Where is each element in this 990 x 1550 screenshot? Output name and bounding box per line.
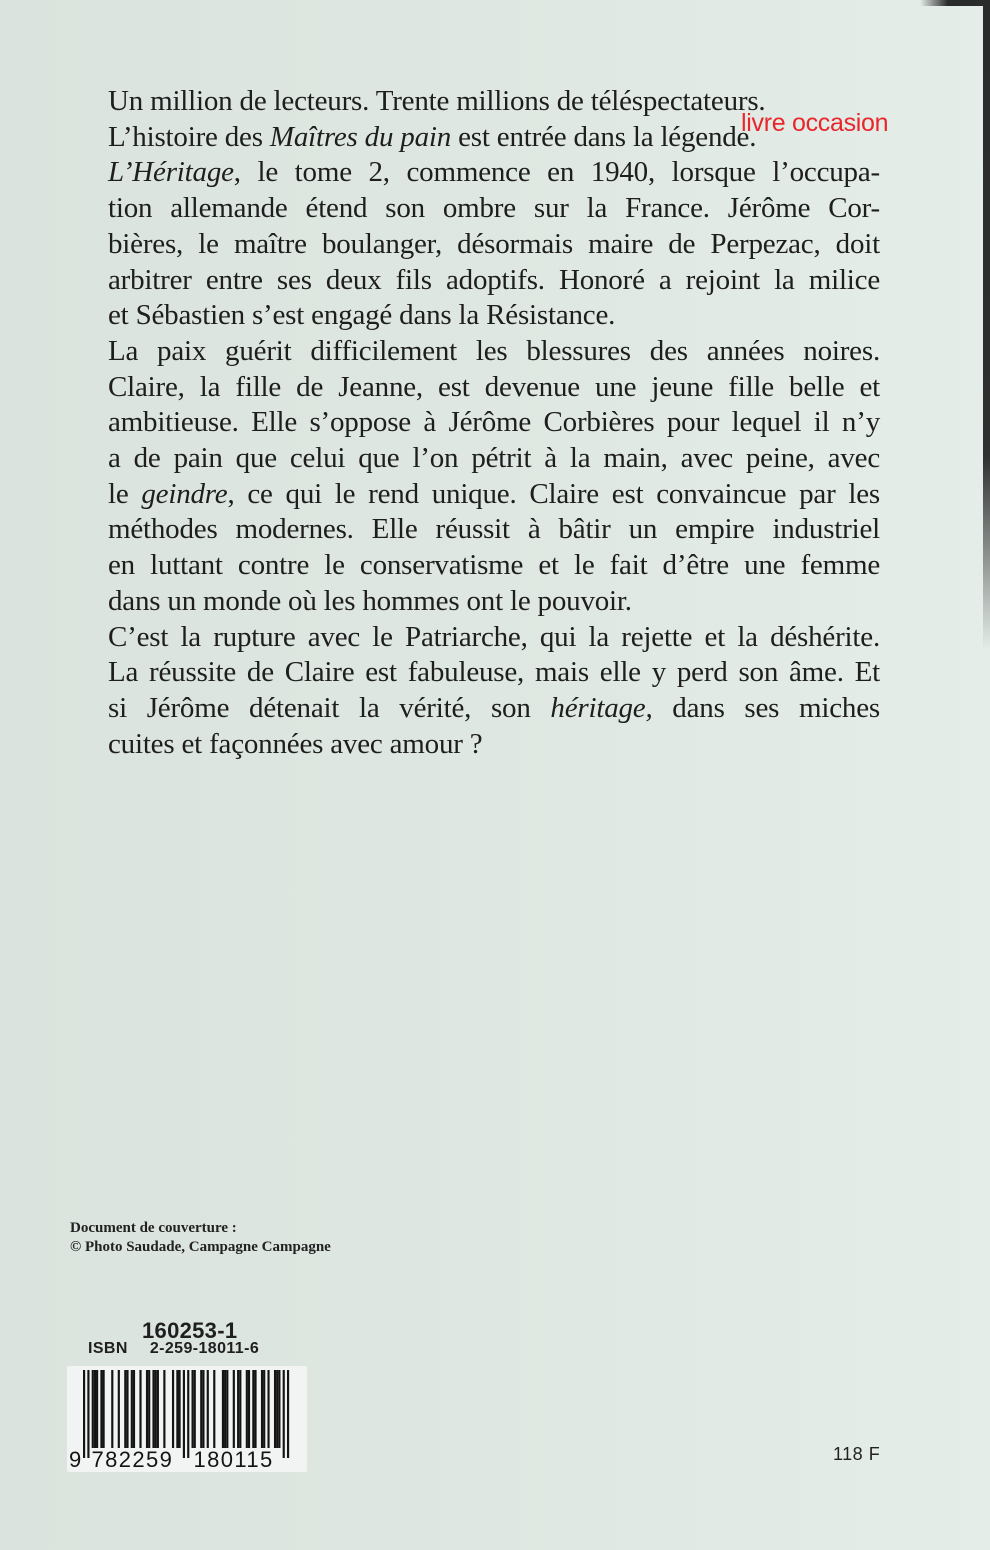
synopsis-line (108, 441, 880, 477)
text-run: , le tome 2, commence en 1940, lorsque l’occupa- (233, 156, 880, 189)
text-run: a de pain que celui que l’on pétrit à la main, avec peine, avec (108, 442, 880, 475)
text-run: méthodes modernes. Elle réussit à bâtir un empire industriel (108, 513, 880, 546)
synopsis-line (108, 191, 880, 227)
svg-text:9: 9 (69, 1447, 83, 1472)
synopsis-line (108, 512, 880, 548)
synopsis-line (108, 477, 880, 513)
text-run: et Sébastien s’est engagé dans la Résistance. (108, 299, 616, 332)
text-run: cuites et façonnées avec amour ? (108, 727, 483, 760)
text-run: si Jérôme détenait la vérité, son (108, 691, 551, 724)
text-run: Un million de lecteurs. Trente millions de téléspectateurs. (108, 85, 766, 117)
synopsis-line (108, 370, 880, 406)
text-run: le (108, 477, 142, 510)
text-run: L’histoire des (108, 120, 270, 153)
text-run: C’est la rupture avec le Patriarche, qui la rejette et la déshérite. (108, 620, 880, 653)
text-run: La paix guérit difficilement les blessures des années noires. (108, 334, 880, 367)
italic-title: Maîtres du pain (269, 120, 452, 153)
synopsis-line (108, 334, 880, 370)
barcode (67, 1366, 307, 1472)
synopsis-line (108, 691, 880, 727)
text-run: ambitieuse. Elle s’oppose à Jérôme Corbières pour lequel il n’y (108, 406, 880, 439)
synopsis-line (108, 620, 880, 656)
cover-credits (70, 1219, 331, 1257)
synopsis-line (108, 548, 880, 584)
synopsis-line (108, 298, 908, 334)
price: 118 F (833, 1444, 881, 1464)
text-run: dans ses miches (652, 691, 880, 724)
synopsis-line (108, 155, 880, 191)
synopsis-line (108, 727, 908, 763)
isbn-label: ISBN (88, 1340, 128, 1357)
synopsis-line (108, 584, 908, 620)
catalog-code: 160253-1 (142, 1318, 238, 1343)
italic-title: L’Héritage (108, 156, 234, 189)
cover-edge-shadow (983, 0, 990, 650)
svg-text:180115: 180115 (193, 1447, 274, 1472)
text-run: La réussite de Claire est fabuleuse, mais elle y perd son âme. Et (108, 656, 880, 689)
barcode-icon (67, 1366, 307, 1472)
synopsis-text (108, 84, 908, 762)
text-run: dans un monde où les hommes ont le pouvoir. (108, 584, 632, 617)
text-run: est entrée dans la légende. (451, 120, 757, 153)
credits-heading: Document de couverture : (70, 1220, 237, 1236)
synopsis-line (108, 227, 880, 263)
isbn-number: 2-259-18011-6 (149, 1340, 260, 1357)
synopsis-line (108, 405, 880, 441)
text-run: Claire, la fille de Jeanne, est devenue une jeune fille belle et (108, 370, 880, 403)
text-run: en luttant contre le conservatisme et le fait d’être une femme (108, 549, 880, 582)
synopsis-line (108, 263, 880, 299)
svg-text:782259: 782259 (91, 1447, 174, 1472)
text-run: tion allemande étend son ombre sur la France. Jérôme Cor- (108, 192, 880, 225)
italic-title: geindre (141, 477, 228, 510)
text-run: bières, le maître boulanger, désormais maire de Perpezac, doit (108, 227, 880, 260)
text-run: , ce qui le rend unique. Claire est convaincue par les (227, 477, 880, 510)
synopsis-line (108, 655, 880, 691)
italic-title: héritage, (550, 691, 653, 724)
cover-corner-shadow (920, 0, 990, 6)
text-run: arbitrer entre ses deux fils adoptifs. Honoré a rejoint la milice (108, 263, 880, 296)
credits-photo: © Photo Saudade, Campagne Campagne (70, 1239, 331, 1255)
isbn-line (88, 1340, 259, 1358)
used-book-label: livre occasion (741, 109, 889, 137)
